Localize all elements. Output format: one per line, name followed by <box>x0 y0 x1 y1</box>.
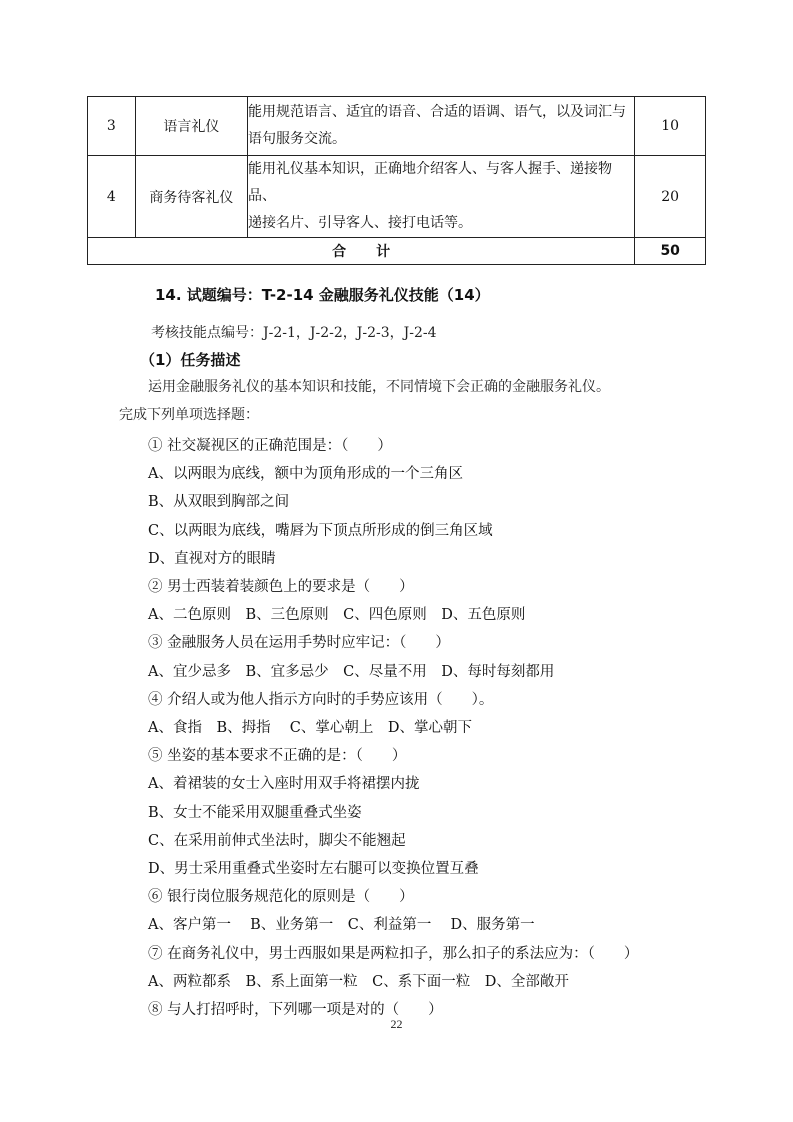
task-description-heading: （1）任务描述 <box>140 351 241 369</box>
intro-line: 完成下列单项选择题： <box>119 407 259 423</box>
question-line: ② 男士西装着装颜色上的要求是（ ） <box>148 579 414 596</box>
option-line: B、女士不能采用双腿重叠式坐姿 <box>148 804 362 821</box>
option-line: D、直视对方的眼睛 <box>148 550 276 567</box>
intro-line: 运用金融服务礼仪的基本知识和技能，不同情境下会正确的金融服务礼仪。 <box>148 379 610 395</box>
description-line: 递接名片、引导客人、接打电话等。 <box>248 215 472 231</box>
item-score: 10 <box>635 97 706 156</box>
option-line: A、食指 B、拇指 C、掌心朝上 D、掌心朝下 <box>148 720 472 737</box>
total-row <box>88 238 706 265</box>
question-line: ④ 介绍人或为他人指示方向时的手势应该用（ ）。 <box>148 691 494 708</box>
total-label-cell <box>88 238 635 265</box>
option-line: A、客户第一 B、业务第一 C、利益第一 D、服务第一 <box>148 917 535 934</box>
option-line: A、宜少忌多 B、宜多忌少 C、尽量不用 D、每时每刻都用 <box>148 663 555 680</box>
item-description <box>248 156 635 238</box>
option-line: A、以两眼为底线，额中为顶角形成的一个三角区 <box>148 466 463 483</box>
description-line: 能用规范语言、适宜的语音、合适的语调、语气，以及词汇与 <box>248 104 626 120</box>
option-line: A、两粒都系 B、系上面第一粒 C、系下面一粒 D、全部敞开 <box>148 973 569 990</box>
option-line: C、以两眼为底线，嘴唇为下顶点所形成的倒三角区域 <box>148 522 493 539</box>
question-line: ⑦ 在商务礼仪中，男士西服如果是两粒扣子，那么扣子的系法应为：（ ） <box>148 945 639 962</box>
option-line: A、二色原则 B、三色原则 C、四色原则 D、五色原则 <box>148 607 526 624</box>
option-line: D、男士采用重叠式坐姿时左右腿可以变换位置互叠 <box>148 861 479 878</box>
page-number: 22 <box>390 1017 403 1031</box>
item-name: 语言礼仪 <box>135 97 247 156</box>
option-line: B、从双眼到胸部之间 <box>148 494 290 511</box>
item-name: 商务待客礼仪 <box>135 156 247 238</box>
item-description <box>248 97 635 156</box>
total-score: 50 <box>635 238 706 265</box>
skill-point-ids: 考核技能点编号：J-2-1，J-2-2，J-2-3，J-2-4 <box>151 325 437 341</box>
table-row <box>88 156 706 238</box>
question-line: ⑤ 坐姿的基本要求不正确的是：（ ） <box>148 748 407 765</box>
option-line: C、在采用前伸式坐法时，脚尖不能翘起 <box>148 832 406 849</box>
row-number: 3 <box>88 97 136 156</box>
description-line: 能用礼仪基本知识，正确地介绍客人、与客人握手、递接物品、 <box>248 161 612 204</box>
scoring-table <box>87 96 706 265</box>
row-number: 4 <box>88 156 136 238</box>
question-line: ⑥ 银行岗位服务规范化的原则是（ ） <box>148 889 414 906</box>
item-score: 20 <box>635 156 706 238</box>
table-row <box>88 97 706 156</box>
question-heading: 14. 试题编号：T-2-14 金融服务礼仪技能（14） <box>155 286 490 304</box>
question-line: ① 社交凝视区的正确范围是：（ ） <box>148 438 392 454</box>
question-line: ⑧ 与人打招呼时，下列哪一项是对的（ ） <box>148 1002 443 1019</box>
question-list <box>148 432 708 1024</box>
question-line: ③ 金融服务人员在运用手势时应牢记：（ ） <box>148 635 450 652</box>
total-label: 合计 <box>332 244 421 260</box>
option-line: A、着裙装的女士入座时用双手将裙摆内拢 <box>148 776 420 793</box>
description-line: 语句服务交流。 <box>248 131 346 147</box>
